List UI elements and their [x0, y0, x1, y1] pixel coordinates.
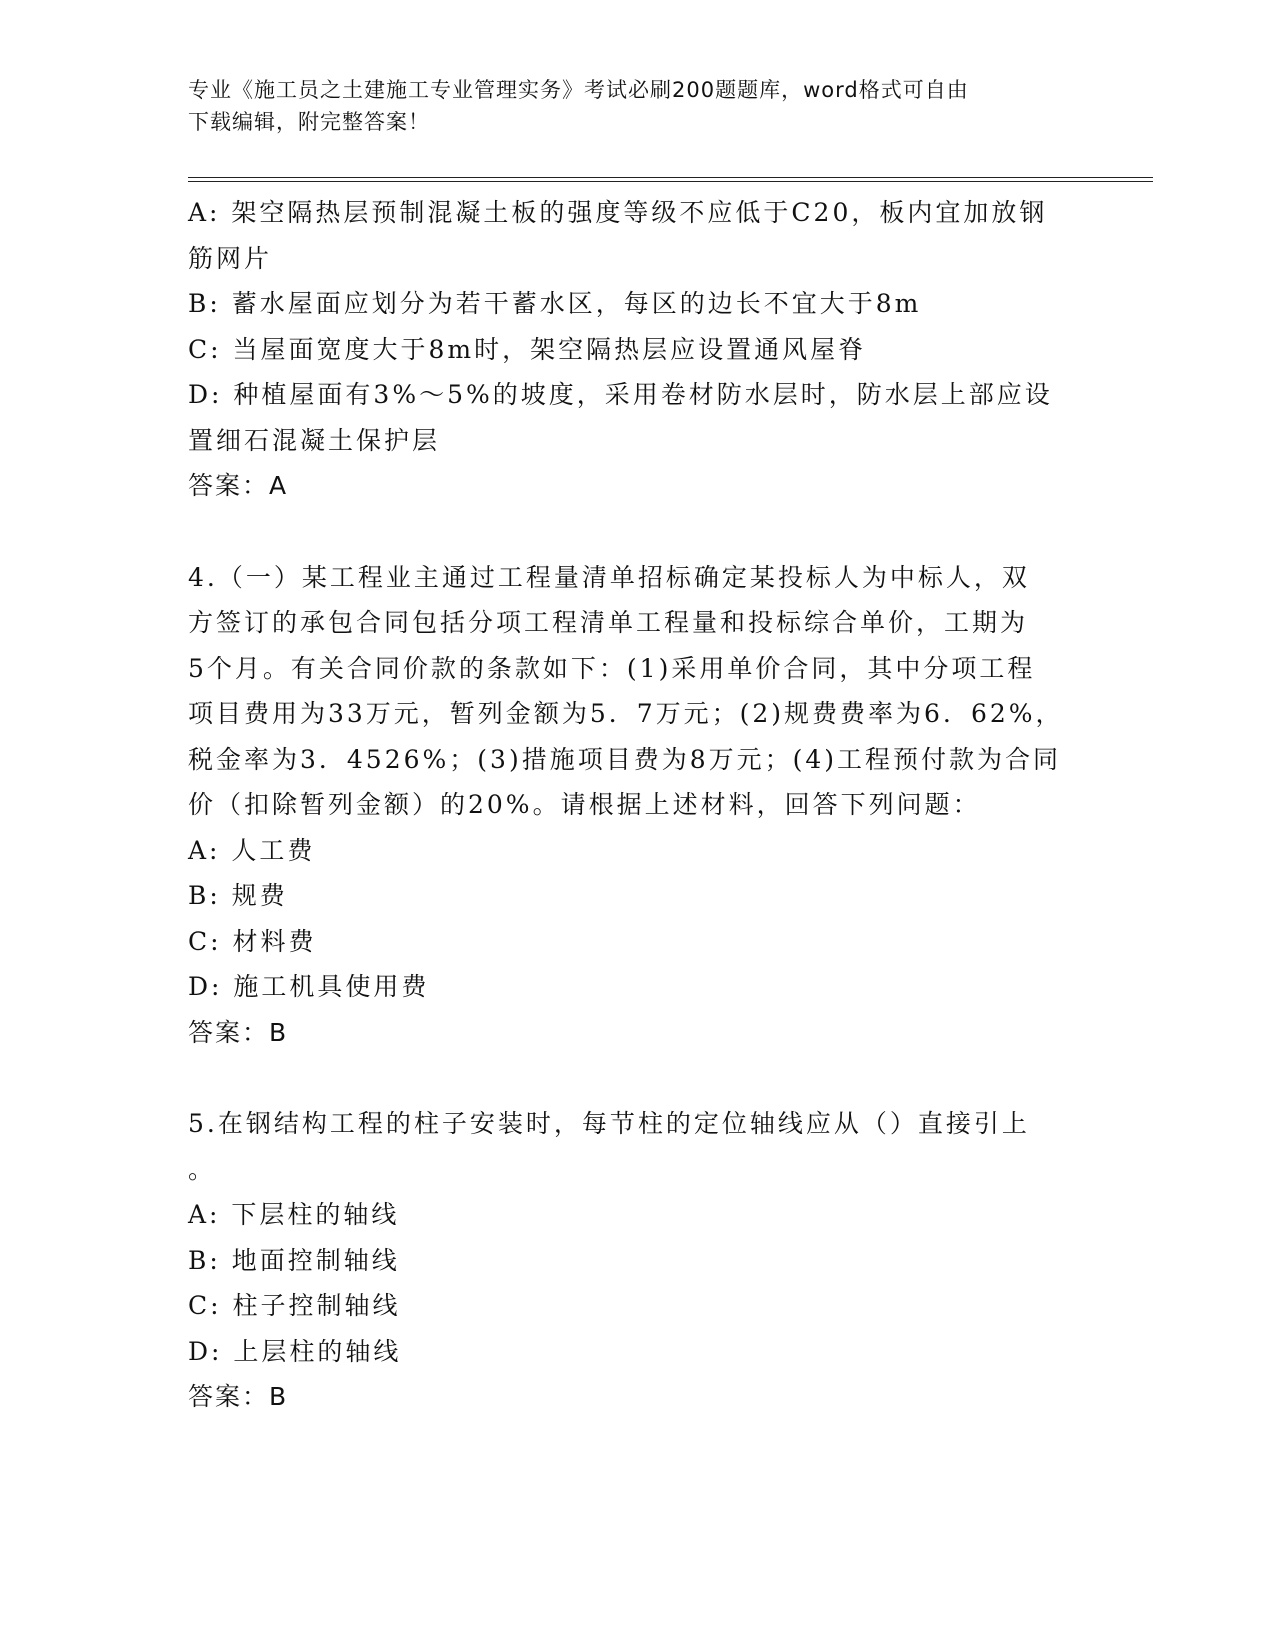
q3-option-d-line-2: 置细石混凝土保护层 — [188, 425, 441, 455]
q4-option-b: B: 规费 — [188, 881, 288, 910]
q4-option-a: A: 人工费 — [188, 835, 316, 865]
q5-option-d: D: 上层柱的轴线 — [188, 1336, 402, 1366]
q4-answer: 答案：B — [188, 1017, 289, 1047]
q4-stem-line-6: 价（扣除暂列金额）的20%。请根据上述材料，回答下列问题： — [188, 790, 981, 819]
q4-option-c: C: 材料费 — [188, 926, 317, 956]
document-body — [188, 190, 1088, 1420]
q3-option-b: B: 蓄水屋面应划分为若干蓄水区，每区的边长不宜大于8m — [188, 289, 922, 318]
q5-option-c: C: 柱子控制轴线 — [188, 1291, 401, 1320]
q4-stem-line-3: 5个月。有关合同价款的条款如下：(1)采用单价合同，其中分项工程 — [188, 653, 1036, 683]
q3-answer: 答案：A — [188, 471, 289, 500]
q5-option-a: A: 下层柱的轴线 — [188, 1200, 400, 1229]
spacer — [188, 1055, 1088, 1101]
header-divider-top — [188, 177, 1153, 178]
q3-option-d-line-1: D: 种植屋面有3%～5%的坡度，采用卷材防水层时，防水层上部应设 — [188, 380, 1053, 409]
spacer — [188, 509, 1088, 555]
question-3-options — [188, 190, 1088, 509]
q5-stem-line-1: 5.在钢结构工程的柱子安装时，每节柱的定位轴线应从（）直接引上 — [188, 1109, 1030, 1138]
question-5 — [188, 1101, 1088, 1420]
q5-option-b: B: 地面控制轴线 — [188, 1245, 400, 1275]
document-header — [188, 74, 1088, 138]
header-divider-bottom — [188, 181, 1153, 182]
q5-answer: 答案：B — [188, 1382, 289, 1411]
q4-stem-line-1: 4.（一）某工程业主通过工程量清单招标确定某投标人为中标人，双 — [188, 562, 1030, 592]
q3-option-a-line-2: 筋网片 — [188, 243, 273, 273]
q4-stem-line-2: 方签订的承包合同包括分项工程清单工程量和投标综合单价，工期为 — [188, 608, 1029, 637]
q4-stem-line-5: 税金率为3．4526%；(3)措施项目费为8万元；(4)工程预付款为合同 — [188, 744, 1062, 774]
q3-option-c: C: 当屋面宽度大于8m时，架空隔热层应设置通风屋脊 — [188, 334, 867, 364]
question-4 — [188, 555, 1088, 1056]
q5-stem-line-2: 。 — [188, 1154, 217, 1184]
q3-option-a-line-1: A: 架空隔热层预制混凝土板的强度等级不应低于C20，板内宜加放钢 — [188, 198, 1048, 227]
header-title-line-1: 专业《施工员之土建施工专业管理实务》考试必刷200题题库，word格式可自由 — [188, 78, 969, 102]
header-title-line-2: 下载编辑，附完整答案！ — [188, 110, 430, 134]
q4-option-d: D: 施工机具使用费 — [188, 972, 430, 1001]
q4-stem-line-4: 项目费用为33万元，暂列金额为5．7万元；(2)规费费率为6．62%， — [188, 699, 1064, 728]
